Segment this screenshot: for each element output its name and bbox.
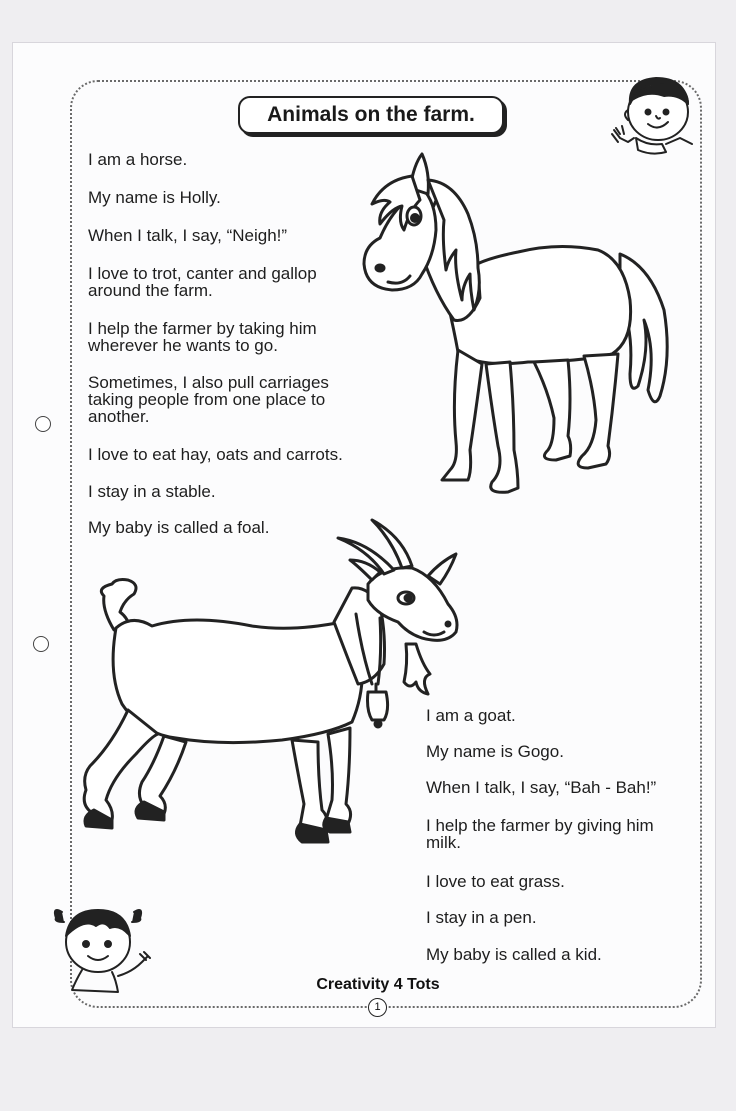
goat-line-5: I love to eat grass. (426, 872, 565, 891)
horse-line-8: I stay in a stable. (88, 482, 216, 501)
horse-line-4: I love to trot, canter and gallop around the farm. (88, 264, 317, 300)
page-number: 1 (368, 998, 387, 1017)
goat-line-2: My name is Gogo. (426, 742, 564, 761)
horse-line-7: I love to eat hay, oats and carrots. (88, 445, 343, 464)
girl-waving-icon (48, 900, 158, 998)
horse-line-3: When I talk, I say, “Neigh!” (88, 226, 288, 245)
page-title: Animals on the farm. (238, 96, 504, 134)
horse-line-5: I help the farmer by taking him wherever he wants to go. (88, 319, 317, 355)
punch-hole-bottom (33, 636, 49, 652)
horse-line-1: I am a horse. (88, 150, 188, 169)
punch-hole-top (35, 416, 51, 432)
goat-line-3: When I talk, I say, “Bah - Bah!” (426, 778, 657, 797)
goat-line-6: I stay in a pen. (426, 908, 537, 927)
brand-footer: Creativity 4 Tots (316, 976, 440, 993)
goat-line-7: My baby is called a kid. (426, 945, 602, 964)
horse-illustration (358, 150, 684, 502)
horse-line-9: My baby is called a foal. (88, 518, 270, 537)
goat-illustration (72, 514, 468, 852)
goat-line-1: I am a goat. (426, 706, 516, 725)
horse-line-2: My name is Holly. (88, 188, 221, 207)
horse-line-6: Sometimes, I also pull carriages taking people from one place to another. (88, 373, 329, 426)
goat-line-4: I help the farmer by giving him milk. (426, 816, 654, 852)
